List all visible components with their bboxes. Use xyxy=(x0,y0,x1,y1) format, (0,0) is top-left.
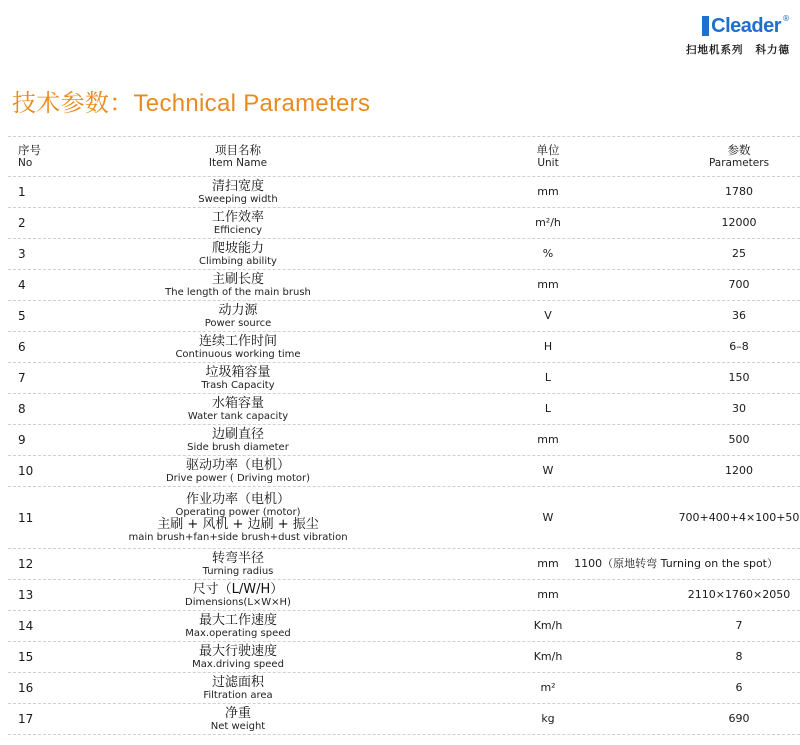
row-value: 12000 xyxy=(721,216,757,229)
row-value: 6–8 xyxy=(729,340,749,353)
item-name-zh: 尺寸（L/W/H） xyxy=(192,581,284,597)
table-row xyxy=(8,673,800,704)
item-name-zh: 过滤面积 xyxy=(211,674,264,690)
item-name-en: Trash Capacity xyxy=(201,379,275,391)
logo-text: Cleader xyxy=(711,15,781,37)
logo-mark-icon xyxy=(702,16,709,36)
row-unit: L xyxy=(544,402,552,415)
row-unit: % xyxy=(542,247,554,260)
table-row xyxy=(8,239,800,270)
row-number: 11 xyxy=(18,510,34,525)
row-number: 16 xyxy=(18,681,34,695)
row-value: 500 xyxy=(728,433,750,446)
row-unit: mm xyxy=(537,557,559,570)
row-number: 12 xyxy=(18,557,34,571)
header-value-en: Parameters xyxy=(708,157,770,169)
table-row xyxy=(8,549,800,580)
table-row xyxy=(8,456,800,487)
header-value-zh: 参数 xyxy=(727,143,751,157)
item-name-en: Turning radius xyxy=(202,565,274,577)
row-value: 1100（原地转弯 Turning on the spot） xyxy=(574,557,778,570)
row-unit: mm xyxy=(537,278,559,291)
header-name-en: Item Name xyxy=(208,157,268,169)
row-value: 36 xyxy=(732,309,746,322)
row-number: 2 xyxy=(18,216,26,230)
item-name-zh: 作业功率（电机） xyxy=(185,491,290,507)
row-value: 30 xyxy=(732,402,746,415)
row-unit: mm xyxy=(537,185,559,198)
item-name-zh: 清扫宽度 xyxy=(211,178,264,194)
row-number: 14 xyxy=(18,619,34,633)
item-name-zh: 爬坡能力 xyxy=(211,240,264,256)
header-no-en: No xyxy=(18,157,33,169)
item-name-zh: 主刷 + 风机 + 边刷 + 振尘 xyxy=(157,516,319,532)
item-name-en: main brush+fan+side brush+dust vibration xyxy=(128,531,348,543)
row-unit: m² xyxy=(540,681,556,694)
table-row xyxy=(8,487,800,549)
header-unit xyxy=(388,144,678,169)
row-value: 8 xyxy=(735,650,743,663)
header-no-zh: 序号 xyxy=(18,143,41,157)
table-row xyxy=(8,177,800,208)
header-unit-zh: 单位 xyxy=(536,143,560,157)
item-name-en: Climbing ability xyxy=(199,255,277,267)
row-number: 1 xyxy=(18,185,26,199)
row-item-name xyxy=(88,552,388,577)
row-unit: mm xyxy=(537,588,559,601)
row-value: 7 xyxy=(735,619,743,632)
table-row xyxy=(8,580,800,611)
row-value: 1200 xyxy=(725,464,753,477)
table-row xyxy=(8,208,800,239)
item-name-zh: 工作效率 xyxy=(211,209,264,225)
item-name-en: Efficiency xyxy=(213,224,263,236)
item-name-zh: 边刷直径 xyxy=(211,426,264,442)
header-value xyxy=(678,144,800,169)
row-item-name xyxy=(88,459,388,484)
item-name-zh: 驱动功率（电机） xyxy=(185,457,290,473)
row-number: 8 xyxy=(18,402,26,416)
item-name-zh: 净重 xyxy=(224,705,251,721)
row-unit: Km/h xyxy=(533,650,563,663)
table-row xyxy=(8,642,800,673)
row-value: 700+400+4×100+50 xyxy=(678,510,800,524)
row-item-name xyxy=(88,335,388,360)
item-name-en: Dimensions(L×W×H) xyxy=(185,596,291,608)
row-unit: Km/h xyxy=(533,619,563,632)
item-name-zh: 动力源 xyxy=(218,302,258,318)
item-name-zh: 垃圾箱容量 xyxy=(205,364,271,380)
item-name-en: Water tank capacity xyxy=(187,410,289,422)
row-value: 150 xyxy=(728,371,750,384)
item-name-zh: 水箱容量 xyxy=(211,395,264,411)
row-value: 700 xyxy=(728,278,750,291)
row-item-name xyxy=(88,707,388,732)
item-name-en: Continuous working time xyxy=(175,348,301,360)
row-unit: m²/h xyxy=(535,216,561,229)
item-name-zh: 最大工作速度 xyxy=(198,612,277,628)
header-name-zh: 项目名称 xyxy=(215,143,261,157)
row-number: 5 xyxy=(18,309,26,323)
item-name-en: Power source xyxy=(204,317,272,329)
row-unit: W xyxy=(542,464,554,477)
table-row xyxy=(8,704,800,735)
row-item-name xyxy=(88,180,388,205)
row-unit: kg xyxy=(541,712,555,725)
header-name xyxy=(88,144,388,169)
row-item-name xyxy=(88,583,388,608)
table-body xyxy=(8,177,800,735)
row-number: 4 xyxy=(18,278,26,292)
row-unit: L xyxy=(544,371,552,384)
parameters-table xyxy=(8,136,800,735)
header-unit-en: Unit xyxy=(537,157,559,169)
item-name-en: Max.operating speed xyxy=(185,627,291,639)
row-unit: mm xyxy=(537,433,559,446)
tagline-series: 扫地机系列 xyxy=(686,44,744,56)
row-item-name xyxy=(88,614,388,639)
item-name-en: Side brush diameter xyxy=(187,441,289,453)
row-value: 25 xyxy=(732,247,746,260)
row-item-name xyxy=(88,676,388,701)
table-header xyxy=(8,137,800,177)
row-number: 9 xyxy=(18,433,26,447)
brand-block xyxy=(630,14,790,60)
row-item-name xyxy=(88,273,388,298)
item-name-zh: 转弯半径 xyxy=(211,550,264,566)
row-unit: W xyxy=(542,510,554,524)
row-number: 6 xyxy=(18,340,26,354)
row-item-name xyxy=(88,645,388,670)
row-item-name xyxy=(88,366,388,391)
table-row xyxy=(8,394,800,425)
row-number: 17 xyxy=(18,712,34,726)
item-name-zh: 连续工作时间 xyxy=(198,333,277,349)
row-number: 3 xyxy=(18,247,26,261)
row-value: 1780 xyxy=(725,185,753,198)
page-title: 技术参数：Technical Parameters xyxy=(12,90,371,117)
row-number: 15 xyxy=(18,650,34,664)
item-name-en: The length of the main brush xyxy=(165,286,311,298)
row-item-name xyxy=(88,493,388,543)
row-item-name xyxy=(88,428,388,453)
header-no xyxy=(8,144,88,169)
item-name-en: Filtration area xyxy=(203,689,273,701)
row-number: 7 xyxy=(18,371,26,385)
item-name-en: Sweeping width xyxy=(198,193,278,205)
row-item-name xyxy=(88,304,388,329)
item-name-zh: 主刷长度 xyxy=(211,271,264,287)
row-value: 6 xyxy=(735,681,743,694)
item-name-en: Net weight xyxy=(210,720,266,732)
table-row xyxy=(8,611,800,642)
item-name-en: Drive power ( Driving motor) xyxy=(165,472,311,484)
registered-mark: ® xyxy=(782,14,790,23)
row-value: 2110×1760×2050 xyxy=(687,588,791,601)
row-value: 690 xyxy=(728,712,750,725)
row-item-name xyxy=(88,397,388,422)
row-item-name xyxy=(88,211,388,236)
row-item-name xyxy=(88,242,388,267)
row-number: 10 xyxy=(18,464,34,478)
item-name-en: Max.driving speed xyxy=(192,658,284,670)
table-row xyxy=(8,363,800,394)
table-row xyxy=(8,270,800,301)
row-unit: V xyxy=(544,309,552,322)
item-name-en: Operating power (motor) xyxy=(175,506,301,518)
row-unit: H xyxy=(543,340,553,353)
row-number: 13 xyxy=(18,588,34,602)
brand-tagline xyxy=(686,42,790,57)
tagline-company: 科力德 xyxy=(755,44,790,56)
item-name-zh: 最大行驶速度 xyxy=(198,643,277,659)
table-row xyxy=(8,301,800,332)
brand-logo xyxy=(702,14,790,38)
table-row xyxy=(8,332,800,363)
table-row xyxy=(8,425,800,456)
